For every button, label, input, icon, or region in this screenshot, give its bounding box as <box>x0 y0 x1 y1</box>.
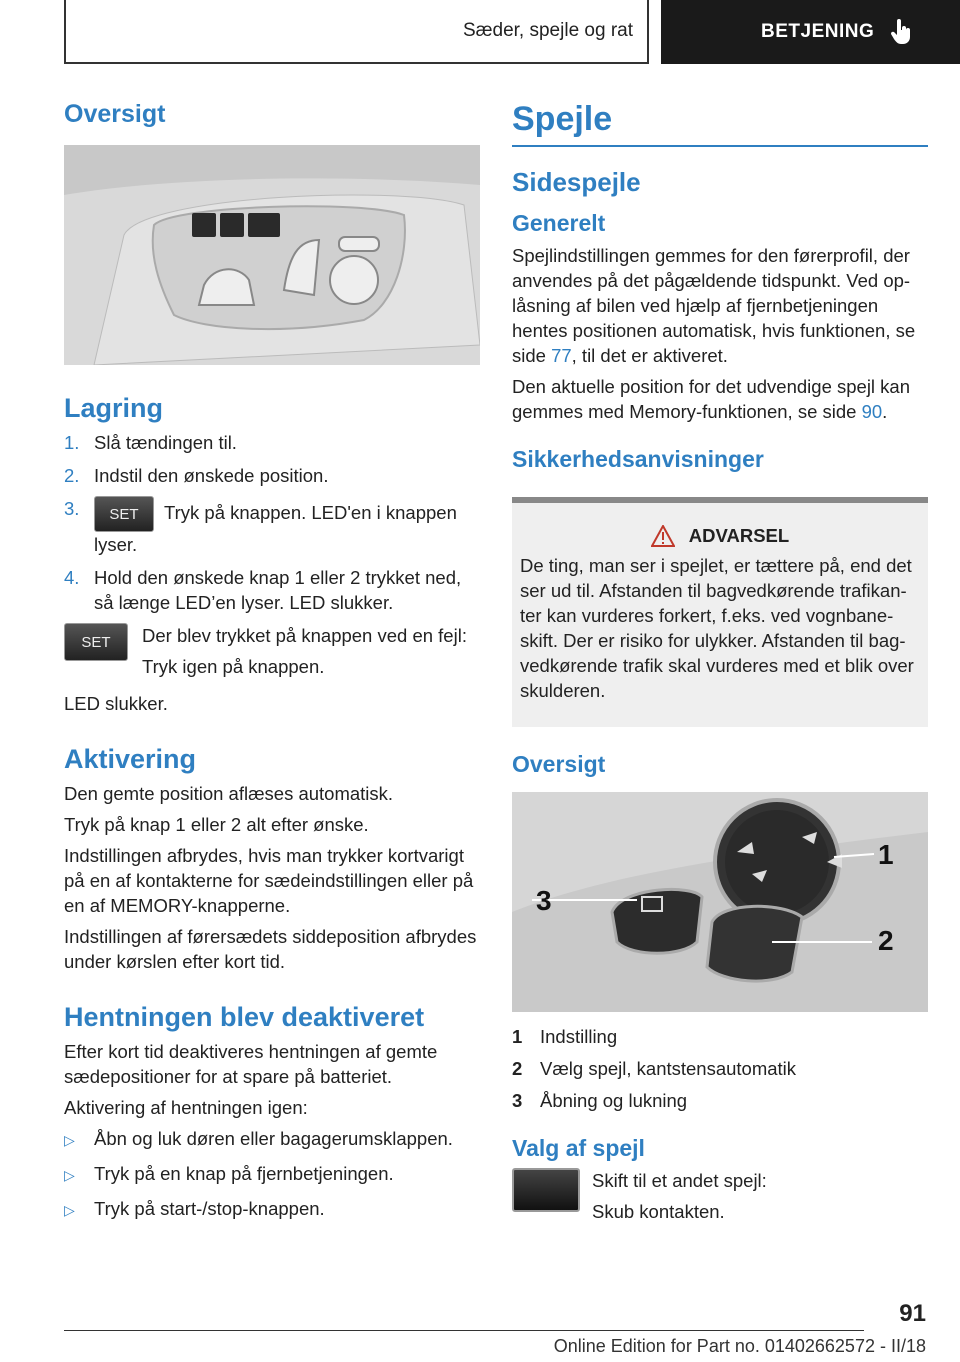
set-button-icon: SET <box>64 623 128 661</box>
generelt-heading: Generelt <box>512 210 606 236</box>
list-item: 2 Vælg spejl, kantstensautomatik <box>512 1058 797 1079</box>
list-item: ▷ Tryk på en knap på fjernbetjeningen. <box>64 1161 480 1188</box>
header-chapter <box>661 0 960 64</box>
mirror-legend <box>512 1024 928 1113</box>
page-link[interactable]: 77 <box>551 345 572 366</box>
bullet-list <box>64 1126 480 1223</box>
paragraph: Den aktuelle position for det udvendige spejl kan gemmes med Memory-funktionen, se side 90. <box>512 376 911 422</box>
paragraph: Efter kort tid deaktiveres hentningen af gemte sædepositioner for at spare på batteriet. <box>64 1041 438 1087</box>
list-item: 1 Indstilling <box>512 1026 618 1047</box>
oversigt-heading: Oversigt <box>64 100 166 128</box>
paragraph: Spejlindstillingen gemmes for den førerprofil, der anvendes på det pågældende tidspunkt. Ved oplåsning af bilen ved hjælp af fjernbetjeningen hentes positionen automatisk, hvis funktionen, se side 77, til det er aktiveret. <box>512 245 916 366</box>
paragraph: Skub kontakten. <box>592 1201 725 1222</box>
paragraph: Skift til et andet spejl: <box>592 1170 767 1191</box>
header-section-title: Sæder, spejle og rat <box>462 20 633 41</box>
triangle-bullet-icon: ▷ <box>64 1202 75 1218</box>
paragraph: Aktivering af hentningen igen: <box>64 1097 308 1118</box>
callout-1: 1 <box>878 839 894 870</box>
header-section <box>64 0 649 64</box>
oversigt-mirror-heading: Oversigt <box>512 751 606 777</box>
mirror-control-illustration <box>512 792 928 1012</box>
list-item: ▷ Åbn og luk døren eller bagagerumsklappen. <box>64 1126 480 1153</box>
warning-box <box>512 497 928 727</box>
page-number: 91 <box>899 1300 926 1327</box>
sidespejle-heading: Sidespejle <box>512 167 641 197</box>
error-note <box>64 623 480 685</box>
footer-divider <box>64 1330 864 1331</box>
triangle-bullet-icon: ▷ <box>64 1132 75 1148</box>
callout-3: 3 <box>536 885 552 916</box>
valg-note <box>512 1168 928 1230</box>
list-item: 3 Åbning og lukning <box>512 1090 688 1111</box>
set-button-icon: SET <box>94 496 154 532</box>
valg-heading: Valg af spejl <box>512 1135 645 1161</box>
paragraph: Den gemte position aflæses automatisk. <box>64 783 394 804</box>
header-chapter-title: BETJENING <box>761 21 875 42</box>
warning-text: De ting, man ser i spejlet, er tættere på, end det ser ud til. Afstanden til bagvedkørende trafikanter kan vurderes forkert, f.eks. ved vognbaneskift. Der er risiko for ulykker. Afstanden til bagvedkørende trafik skal vurderes med et blik over skulderen. <box>520 555 914 701</box>
seat-memory-image <box>64 145 480 365</box>
triangle-bullet-icon: ▷ <box>64 1167 75 1183</box>
led-off-text: LED slukker. <box>64 693 168 714</box>
warning-triangle-icon <box>651 525 675 547</box>
list-item: 4. Hold den ønskede knap 1 eller 2 trykket ned, så længe LED’en lyser. LED slukker. <box>64 567 462 613</box>
footer-edition: Online Edition for Part no. 01402662572 - II/18 <box>553 1336 926 1356</box>
warning-title: ADVARSEL <box>520 525 920 547</box>
pointing-hand-icon <box>890 19 912 45</box>
list-item: 2. Indstil den ønskede position. <box>64 465 329 486</box>
hentning-heading: Hentningen blev deaktiveret <box>64 1002 425 1032</box>
list-item: ▷ Tryk på start-/stop-knappen. <box>64 1196 480 1223</box>
aktivering-heading: Aktivering <box>64 744 197 774</box>
left-column <box>64 100 480 1231</box>
error-text-1: Der blev trykket på knappen ved en fejl: <box>142 625 467 646</box>
page-link[interactable]: 90 <box>861 401 883 422</box>
list-item: 3. SET Tryk på knappen. LED'en i knappen lyser. <box>64 498 457 555</box>
mirror-switch-icon <box>512 1168 580 1212</box>
callout-2: 2 <box>878 925 894 956</box>
lagring-steps <box>64 430 480 615</box>
mirror-controls-image <box>512 792 928 1012</box>
seat-control-panel-illustration <box>64 145 480 365</box>
right-column <box>512 100 928 1230</box>
paragraph: Tryk på knap 1 eller 2 alt efter ønske. <box>64 814 369 835</box>
list-item: 1. Slå tændingen til. <box>64 432 237 453</box>
paragraph: Indstillingen af førersædets siddeposition afbrydes under kørslen efter kort tid. <box>64 926 477 972</box>
lagring-heading: Lagring <box>64 393 163 423</box>
spejle-heading: Spejle <box>512 100 928 147</box>
paragraph: Indstillingen afbrydes, hvis man trykker kortvarigt på en af kontakterne for sædeindstillingen eller på en af MEMORY-knapperne. <box>64 845 474 916</box>
error-text-2: Tryk igen på knappen. <box>142 656 325 677</box>
sikkerhed-heading: Sikkerhedsanvisninger <box>512 446 764 472</box>
